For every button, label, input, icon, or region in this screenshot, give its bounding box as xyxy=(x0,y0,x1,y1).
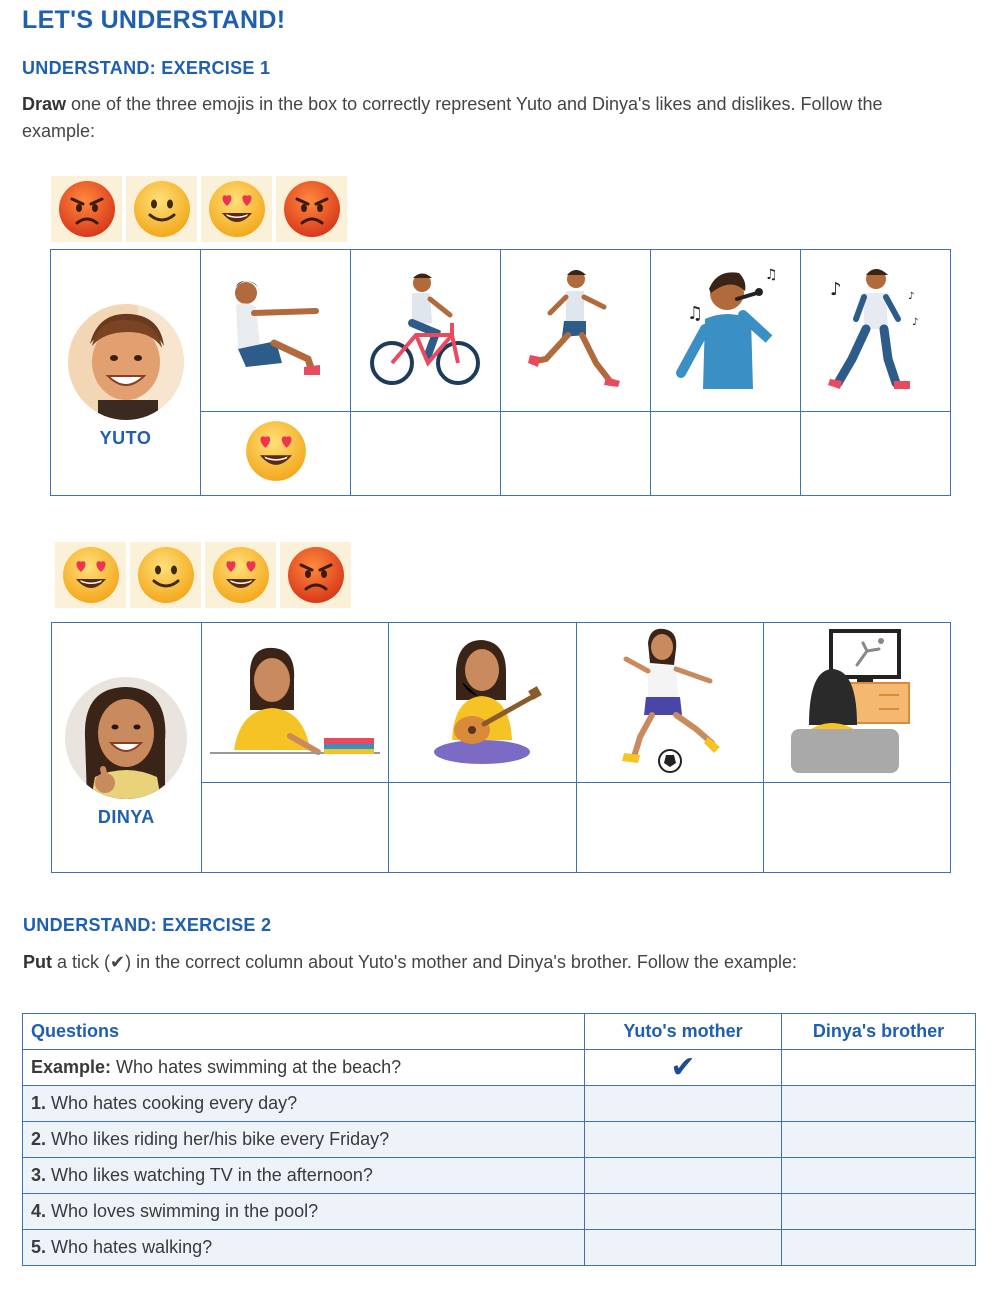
table-row xyxy=(23,1158,976,1194)
table-row xyxy=(23,1086,976,1122)
angry-face-icon xyxy=(51,176,122,242)
singing-illustration xyxy=(661,263,791,393)
heart-eyes-face-icon xyxy=(244,419,308,483)
column-header-questions: Questions xyxy=(23,1014,585,1050)
homework-illustration xyxy=(210,640,380,760)
activity-bike-cell xyxy=(351,250,501,412)
exercise1-instruction-text: one of the three emojis in the box to correctly represent Yuto and Dinya's likes and dislikes. Follow the example: xyxy=(22,94,883,141)
question-label: 4. xyxy=(31,1201,47,1221)
heart-eyes-face-icon xyxy=(55,542,126,608)
yuto-answer-running[interactable] xyxy=(501,412,651,496)
activity-dancing-cell xyxy=(801,250,951,412)
answer-cell-yutos-mother[interactable] xyxy=(585,1194,782,1230)
activity-singing-cell xyxy=(651,250,801,412)
activity-situps-cell xyxy=(201,250,351,412)
question-cell xyxy=(23,1086,585,1122)
answer-cell-dinyas-brother[interactable] xyxy=(782,1230,976,1266)
answer-cell-yutos-mother[interactable] xyxy=(585,1230,782,1266)
checkmark-icon: ✔ xyxy=(670,1051,696,1084)
dinya-profile-cell xyxy=(52,623,202,873)
question-text: Who likes riding her/his bike every Friday? xyxy=(46,1129,390,1149)
dinya-avatar xyxy=(65,677,187,799)
activity-homework-cell xyxy=(201,623,389,783)
question-cell xyxy=(23,1122,585,1158)
yuto-profile-cell xyxy=(51,250,201,496)
page-title: LET'S UNDERSTAND! xyxy=(22,6,286,34)
column-header-yutos-mother: Yuto's mother xyxy=(585,1014,782,1050)
yuto-answer-singing[interactable] xyxy=(651,412,801,496)
column-header-dinyas-brother: Dinya's brother xyxy=(782,1014,976,1050)
yuto-name: YUTO xyxy=(99,428,152,448)
dinya-name: DINYA xyxy=(97,807,155,827)
exercise1-instruction xyxy=(22,91,957,145)
table-row xyxy=(23,1230,976,1266)
svg-text:♪: ♪ xyxy=(829,279,841,300)
angry-face-icon xyxy=(280,542,351,608)
situps-illustration xyxy=(216,263,336,393)
dinya-emoji-palette xyxy=(55,542,351,608)
question-text: Who hates swimming at the beach? xyxy=(111,1057,402,1077)
answer-cell-dinyas-brother[interactable] xyxy=(782,1158,976,1194)
smiling-face-icon xyxy=(126,176,197,242)
exercise2-heading: UNDERSTAND: EXERCISE 2 xyxy=(23,915,272,935)
heart-eyes-face-icon xyxy=(205,542,276,608)
activity-running-cell xyxy=(501,250,651,412)
tv-illustration xyxy=(787,625,927,775)
yuto-answer-bike[interactable] xyxy=(351,412,501,496)
activity-guitar-cell xyxy=(389,623,576,783)
answer-cell-yutos-mother[interactable] xyxy=(585,1158,782,1194)
answer-cell-yutos-mother[interactable] xyxy=(585,1086,782,1122)
exercise1-heading: UNDERSTAND: EXERCISE 1 xyxy=(22,58,271,78)
yuto-answer-situps[interactable] xyxy=(201,412,351,496)
table-row xyxy=(23,1050,976,1086)
question-label: Example: xyxy=(31,1057,112,1077)
answer-cell-yutos-mother[interactable] xyxy=(585,1122,782,1158)
svg-text:♪: ♪ xyxy=(911,317,918,328)
dancing-illustration xyxy=(816,263,936,393)
yuto-activities-table xyxy=(50,249,951,496)
yuto-answer-dancing[interactable] xyxy=(801,412,951,496)
dinya-answer-football[interactable] xyxy=(576,783,763,873)
dinya-activities-table xyxy=(51,622,951,873)
smiling-face-icon xyxy=(130,542,201,608)
answer-cell-yutos-mother[interactable] xyxy=(585,1050,782,1086)
question-text: Who likes watching TV in the afternoon? xyxy=(46,1165,373,1185)
table-row xyxy=(23,1194,976,1230)
running-illustration xyxy=(516,263,636,393)
answer-cell-dinyas-brother[interactable] xyxy=(782,1086,976,1122)
heart-eyes-face-icon xyxy=(201,176,272,242)
answer-cell-dinyas-brother[interactable] xyxy=(782,1194,976,1230)
activity-football-cell xyxy=(576,623,763,783)
activity-tv-cell xyxy=(763,623,950,783)
svg-text:♪: ♪ xyxy=(907,291,914,302)
yuto-emoji-palette xyxy=(51,176,347,242)
football-illustration xyxy=(600,625,740,775)
svg-text:♫: ♫ xyxy=(686,303,703,324)
question-cell xyxy=(23,1194,585,1230)
question-text: Who hates cooking every day? xyxy=(46,1093,298,1113)
answer-cell-dinyas-brother[interactable] xyxy=(782,1122,976,1158)
angry-face-icon xyxy=(276,176,347,242)
exercise2-instruction-bold: Put xyxy=(23,952,52,972)
dinya-answer-guitar[interactable] xyxy=(389,783,576,873)
question-label: 1. xyxy=(31,1093,47,1113)
yuto-avatar xyxy=(68,304,184,420)
exercise2-instruction-text: a tick (✔) in the correct column about Yuto's mother and Dinya's brother. Follow the example: xyxy=(52,952,797,972)
dinya-answer-tv[interactable] xyxy=(763,783,950,873)
table-header-row xyxy=(23,1014,976,1050)
exercise2-instruction xyxy=(23,949,973,976)
table-row xyxy=(23,1122,976,1158)
question-label: 5. xyxy=(31,1237,47,1257)
bike-illustration xyxy=(366,263,486,393)
question-text: Who hates walking? xyxy=(46,1237,213,1257)
dinya-answer-homework[interactable] xyxy=(201,783,389,873)
answer-cell-dinyas-brother[interactable] xyxy=(782,1050,976,1086)
exercise1-instruction-bold: Draw xyxy=(22,94,67,114)
question-label: 2. xyxy=(31,1129,47,1149)
question-cell xyxy=(23,1050,585,1086)
question-cell xyxy=(23,1158,585,1194)
question-label: 3. xyxy=(31,1165,47,1185)
svg-text:♫: ♫ xyxy=(764,267,778,283)
question-cell xyxy=(23,1230,585,1266)
guitar-illustration xyxy=(412,630,552,770)
exercise2-table xyxy=(22,1013,976,1266)
question-text: Who loves swimming in the pool? xyxy=(46,1201,319,1221)
